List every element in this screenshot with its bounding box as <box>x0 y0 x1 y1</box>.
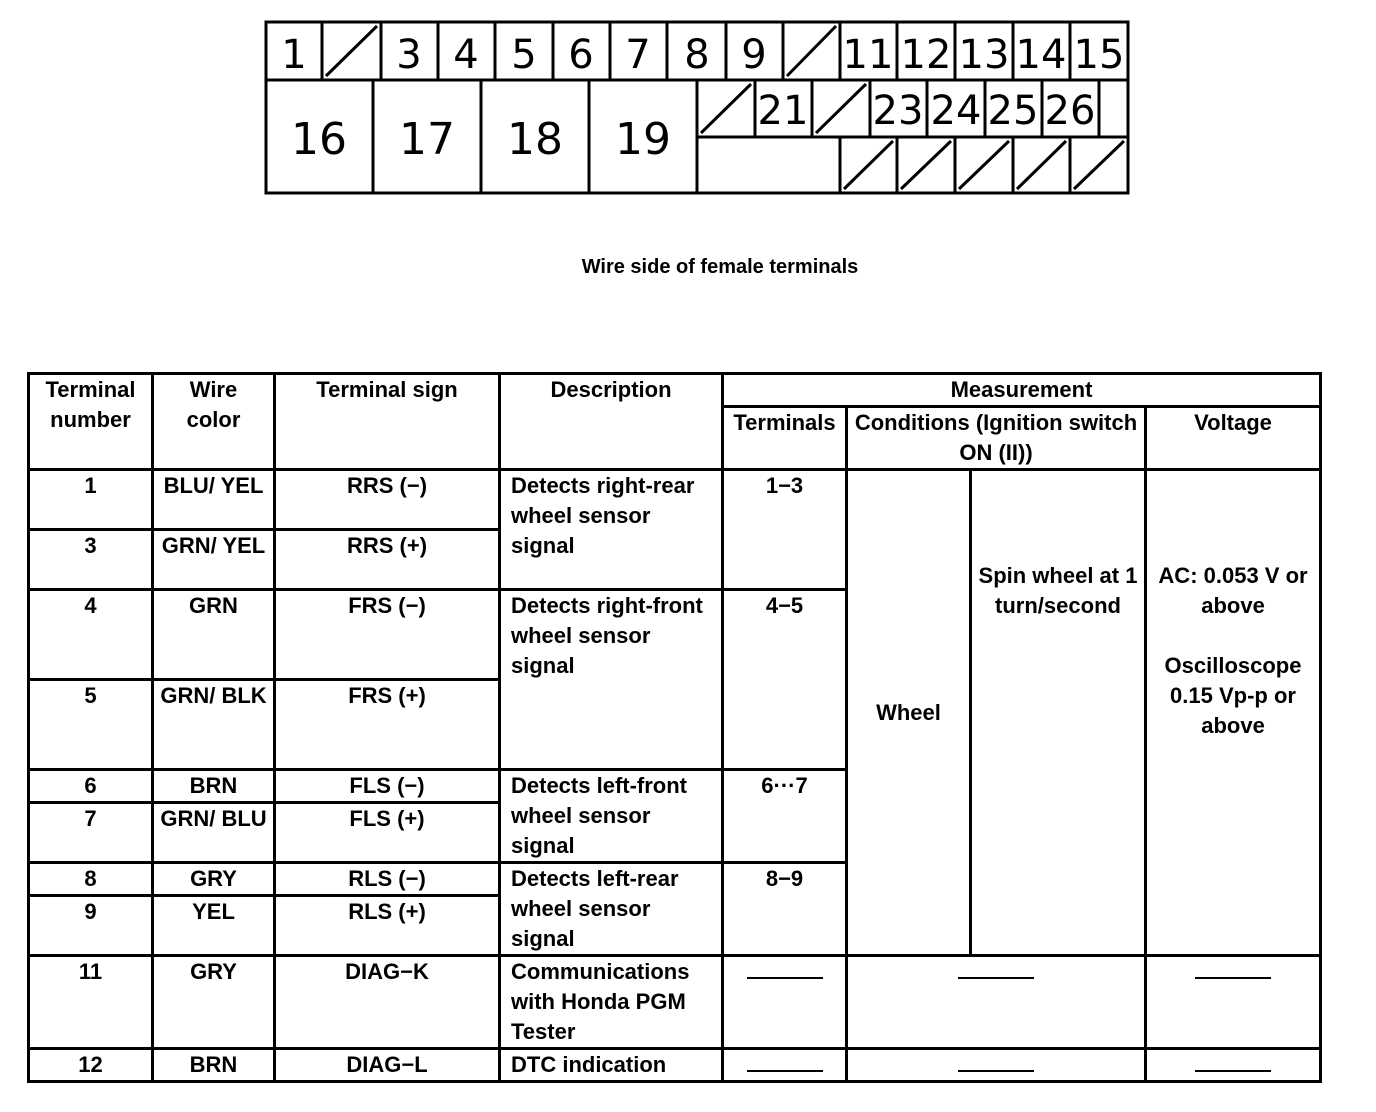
pin-25: 25 <box>987 88 1039 134</box>
terminal-sign: FRS (−) <box>275 590 500 680</box>
pin-6: 6 <box>568 32 594 78</box>
terminals-diag-k <box>723 956 847 1049</box>
header-terminals: Terminals <box>723 407 847 470</box>
wire-color: GRY <box>153 863 275 896</box>
dash <box>747 1070 823 1072</box>
terminal-sign: DIAG−K <box>275 956 500 1049</box>
terminal-number: 1 <box>29 470 153 530</box>
voltage-diag-l <box>1146 1049 1321 1082</box>
pin-8: 8 <box>684 32 710 78</box>
table-row <box>29 1049 1321 1082</box>
wire-color: GRN <box>153 590 275 680</box>
wire-color: GRN/ BLU <box>153 803 275 863</box>
wire-color: GRN/ YEL <box>153 530 275 590</box>
voltage-diag-k <box>1146 956 1321 1049</box>
terminals-rl: 8−9 <box>723 863 847 956</box>
terminal-number: 12 <box>29 1049 153 1082</box>
terminal-number: 8 <box>29 863 153 896</box>
terminals-fl: 6···7 <box>723 770 847 863</box>
pin-14: 14 <box>1015 32 1067 78</box>
wire-color: BLU/ YEL <box>153 470 275 530</box>
terminal-sign: RLS (−) <box>275 863 500 896</box>
condition-spin-text: Spin wheel at 1 turn/second <box>978 563 1138 618</box>
wire-color: GRY <box>153 956 275 1049</box>
terminals-rr: 1−3 <box>723 470 847 590</box>
terminal-spec-table <box>27 372 1322 1083</box>
dash <box>1195 1070 1271 1072</box>
pin-4: 4 <box>453 32 479 78</box>
terminal-number: 4 <box>29 590 153 680</box>
condition-spin <box>971 470 1146 956</box>
wire-color: BRN <box>153 770 275 803</box>
wire-color: YEL <box>153 896 275 956</box>
terminal-sign: FLS (+) <box>275 803 500 863</box>
header-terminal-sign: Terminal sign <box>275 374 500 470</box>
terminal-sign: RRS (−) <box>275 470 500 530</box>
dash <box>958 1070 1034 1072</box>
pin-17: 17 <box>399 114 455 165</box>
pin-18: 18 <box>507 114 563 165</box>
pin-9: 9 <box>741 32 767 78</box>
voltage-cell <box>1146 470 1321 956</box>
terminal-sign: FRS (+) <box>275 680 500 770</box>
dash <box>747 977 823 979</box>
pin-7: 7 <box>625 32 651 78</box>
pin-16: 16 <box>291 114 347 165</box>
header-conditions: Conditions (Ignition switch ON (II)) <box>847 407 1146 470</box>
terminal-sign: DIAG−L <box>275 1049 500 1082</box>
header-description: Description <box>500 374 723 470</box>
terminal-number: 11 <box>29 956 153 1049</box>
pin-3: 3 <box>396 32 422 78</box>
condition-wheel: Wheel <box>847 470 971 956</box>
header-terminal-number: Terminal number <box>29 374 153 470</box>
condition-diag-l <box>847 1049 1146 1082</box>
pin-11: 11 <box>842 32 894 78</box>
pin-21: 21 <box>757 88 809 134</box>
pin-24: 24 <box>930 88 982 134</box>
pin-19: 19 <box>615 114 671 165</box>
pin-15: 15 <box>1073 32 1125 78</box>
terminals-diag-l <box>723 1049 847 1082</box>
header-measurement: Measurement <box>723 374 1321 407</box>
pin-23: 23 <box>872 88 924 134</box>
header-voltage: Voltage <box>1146 407 1321 470</box>
header-wire-color: Wire color <box>153 374 275 470</box>
terminal-sign: RLS (+) <box>275 896 500 956</box>
dash <box>958 977 1034 979</box>
voltage-ac: AC: 0.053 V or above <box>1158 563 1308 618</box>
description-rr: Detects right-rear wheel sensor signal <box>500 470 723 590</box>
table-row <box>29 470 1321 530</box>
pin-1: 1 <box>281 32 307 78</box>
wire-color: BRN <box>153 1049 275 1082</box>
terminal-number: 7 <box>29 803 153 863</box>
condition-diag-k <box>847 956 1146 1049</box>
terminal-number: 6 <box>29 770 153 803</box>
terminal-sign: RRS (+) <box>275 530 500 590</box>
terminal-number: 5 <box>29 680 153 770</box>
description-diag-l: DTC indication <box>500 1049 723 1082</box>
terminal-number: 3 <box>29 530 153 590</box>
description-diag-k: Communications with Honda PGM Tester <box>500 956 723 1049</box>
description-rl: Detects left-rear wheel sensor signal <box>500 863 723 956</box>
pin-12: 12 <box>900 32 952 78</box>
terminal-sign: FLS (−) <box>275 770 500 803</box>
pin-5: 5 <box>511 32 537 78</box>
pin-26: 26 <box>1044 88 1096 134</box>
terminal-number: 9 <box>29 896 153 956</box>
description-fl: Detects left-front wheel sensor signal <box>500 770 723 863</box>
description-fr: Detects right-front wheel sensor signal <box>500 590 723 770</box>
wire-color: GRN/ BLK <box>153 680 275 770</box>
connector-diagram <box>0 0 1376 240</box>
dash <box>1195 977 1271 979</box>
connector-caption: Wire side of female terminals <box>581 256 859 278</box>
terminals-fr: 4−5 <box>723 590 847 770</box>
voltage-oscilloscope: Oscilloscope 0.15 Vp-p or above <box>1164 653 1302 738</box>
table-row <box>29 956 1321 1049</box>
pin-13: 13 <box>958 32 1010 78</box>
